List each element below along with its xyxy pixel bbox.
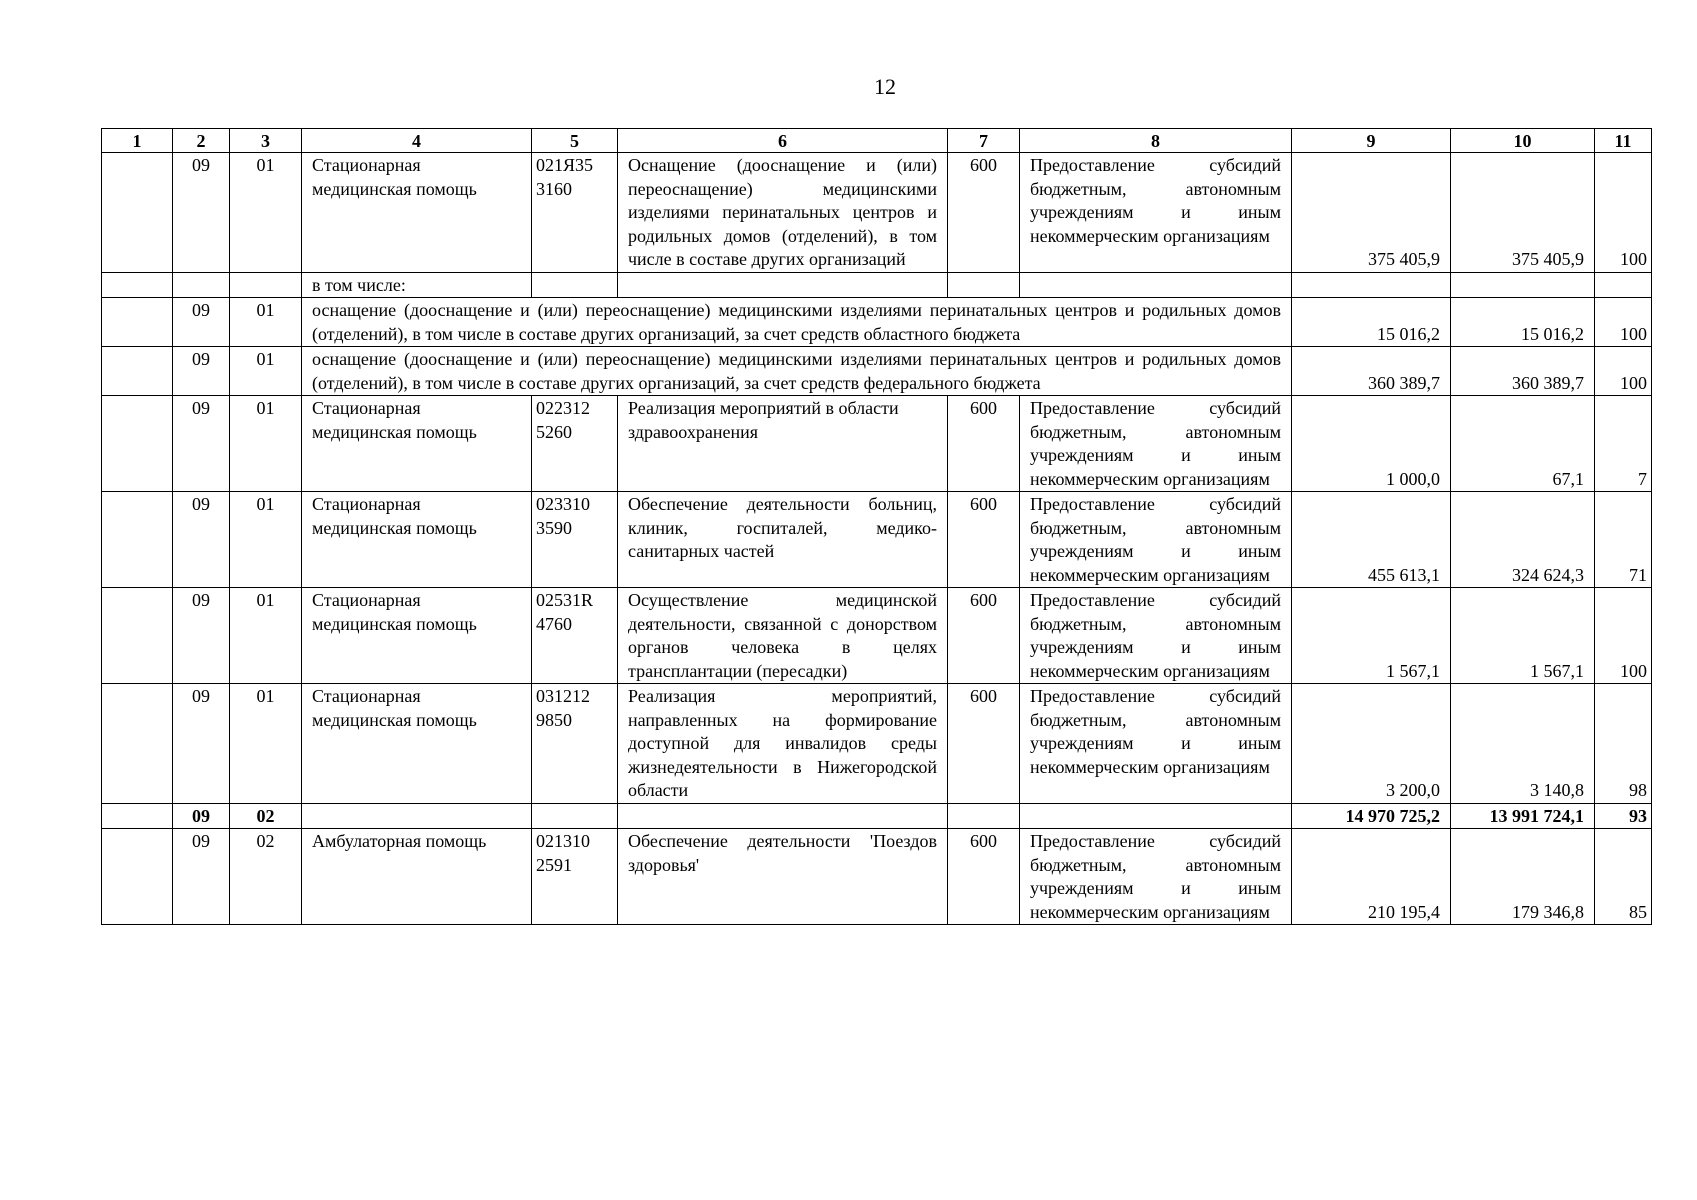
planned-amount: 1 000,0 bbox=[1292, 396, 1451, 492]
planned-amount: 1 567,1 bbox=[1292, 588, 1451, 684]
expense-type-name: Предоставление субсидий бюджетным, автономным учреждениям и иным некоммерческим организациям bbox=[1020, 396, 1292, 492]
section-code: 09 bbox=[173, 829, 230, 925]
col-header-6: 6 bbox=[618, 129, 948, 153]
subsection-code: 01 bbox=[230, 684, 302, 804]
execution-percent: 85 bbox=[1595, 829, 1652, 925]
budget-table bbox=[101, 128, 1652, 925]
actual-amount: 324 624,3 bbox=[1451, 492, 1595, 588]
execution-percent: 100 bbox=[1595, 347, 1652, 396]
execution-percent: 7 bbox=[1595, 396, 1652, 492]
subsection-code: 01 bbox=[230, 588, 302, 684]
target-code: 022312 5260 bbox=[532, 396, 618, 492]
subtotal-row bbox=[102, 803, 1652, 829]
execution-percent: 98 bbox=[1595, 684, 1652, 804]
col-header-2: 2 bbox=[173, 129, 230, 153]
subsection-name: Стационарная медицинская помощь bbox=[302, 396, 532, 492]
target-code: 031212 9850 bbox=[532, 684, 618, 804]
table-row bbox=[102, 588, 1652, 684]
expense-type-code: 600 bbox=[948, 588, 1020, 684]
expense-type-code: 600 bbox=[948, 153, 1020, 273]
execution-percent: 100 bbox=[1595, 588, 1652, 684]
subsection-code: 01 bbox=[230, 298, 302, 347]
expense-type-name: Предоставление субсидий бюджетным, автономным учреждениям и иным некоммерческим организациям bbox=[1020, 829, 1292, 925]
col-header-3: 3 bbox=[230, 129, 302, 153]
actual-amount: 360 389,7 bbox=[1451, 347, 1595, 396]
sub-item-description: оснащение (дооснащение и (или) переоснащение) медицинскими изделиями перинатальных центров и родильных домов (отделений), в том числе в составе других организаций, за счет средств федерального бюджета bbox=[302, 347, 1292, 396]
section-code: 09 bbox=[173, 492, 230, 588]
execution-percent: 100 bbox=[1595, 298, 1652, 347]
target-name: Оснащение (дооснащение и (или) переоснащение) медицинскими изделиями перинатальных центров и родильных домов (отделений), в том числе в составе других организаций bbox=[618, 153, 948, 273]
section-code: 09 bbox=[173, 298, 230, 347]
planned-amount: 15 016,2 bbox=[1292, 298, 1451, 347]
actual-amount: 3 140,8 bbox=[1451, 684, 1595, 804]
col-header-4: 4 bbox=[302, 129, 532, 153]
subsection-name: Стационарная медицинская помощь bbox=[302, 684, 532, 804]
table-row bbox=[102, 298, 1652, 347]
target-name: Реализация мероприятий в области здравоохранения bbox=[618, 396, 948, 492]
subsection-code: 01 bbox=[230, 347, 302, 396]
expense-type-name: Предоставление субсидий бюджетным, автономным учреждениям и иным некоммерческим организациям bbox=[1020, 492, 1292, 588]
target-code: 023310 3590 bbox=[532, 492, 618, 588]
table-row bbox=[102, 492, 1652, 588]
actual-amount: 179 346,8 bbox=[1451, 829, 1595, 925]
subsection-name: Стационарная медицинская помощь bbox=[302, 588, 532, 684]
subsection-name: Стационарная медицинская помощь bbox=[302, 153, 532, 273]
table-row bbox=[102, 684, 1652, 804]
subsection-code: 02 bbox=[230, 803, 302, 829]
expense-type-code: 600 bbox=[948, 684, 1020, 804]
col-header-11: 11 bbox=[1595, 129, 1652, 153]
page-number: 12 bbox=[874, 74, 896, 99]
col-header-1: 1 bbox=[102, 129, 173, 153]
table-row bbox=[102, 347, 1652, 396]
col-header-8: 8 bbox=[1020, 129, 1292, 153]
section-code: 09 bbox=[173, 588, 230, 684]
subsection-code: 01 bbox=[230, 153, 302, 273]
target-name: Обеспечение деятельности 'Поездов здоровья' bbox=[618, 829, 948, 925]
subsection-code: 01 bbox=[230, 396, 302, 492]
col-header-5: 5 bbox=[532, 129, 618, 153]
table-row bbox=[102, 396, 1652, 492]
header-row bbox=[102, 129, 1652, 153]
subsection-name: Амбулаторная помощь bbox=[302, 829, 532, 925]
actual-amount: 15 016,2 bbox=[1451, 298, 1595, 347]
section-code: 09 bbox=[173, 684, 230, 804]
planned-amount: 455 613,1 bbox=[1292, 492, 1451, 588]
col-header-10: 10 bbox=[1451, 129, 1595, 153]
expense-type-code: 600 bbox=[948, 829, 1020, 925]
section-code: 09 bbox=[173, 153, 230, 273]
target-code: 02531R 4760 bbox=[532, 588, 618, 684]
target-name: Обеспечение деятельности больниц, клиник, госпиталей, медико-санитарных частей bbox=[618, 492, 948, 588]
section-code: 09 bbox=[173, 396, 230, 492]
planned-amount: 3 200,0 bbox=[1292, 684, 1451, 804]
planned-amount: 210 195,4 bbox=[1292, 829, 1451, 925]
table-row bbox=[102, 829, 1652, 925]
sub-item-description: оснащение (дооснащение и (или) переоснащение) медицинскими изделиями перинатальных центров и родильных домов (отделений), в том числе в составе других организаций, за счет средств областного бюджета bbox=[302, 298, 1292, 347]
target-name: Осуществление медицинской деятельности, связанной с донорством органов человека в целях трансплантации (пересадки) bbox=[618, 588, 948, 684]
expense-type-name: Предоставление субсидий бюджетным, автономным учреждениям и иным некоммерческим организациям bbox=[1020, 684, 1292, 804]
expense-type-code: 600 bbox=[948, 396, 1020, 492]
execution-percent: 100 bbox=[1595, 153, 1652, 273]
subsection-code: 02 bbox=[230, 829, 302, 925]
col-header-9: 9 bbox=[1292, 129, 1451, 153]
section-code: 09 bbox=[173, 803, 230, 829]
col-header-7: 7 bbox=[948, 129, 1020, 153]
planned-amount: 14 970 725,2 bbox=[1292, 803, 1451, 829]
table-row bbox=[102, 272, 1652, 298]
actual-amount: 13 991 724,1 bbox=[1451, 803, 1595, 829]
actual-amount: 375 405,9 bbox=[1451, 153, 1595, 273]
actual-amount: 67,1 bbox=[1451, 396, 1595, 492]
target-code: 021Я35 3160 bbox=[532, 153, 618, 273]
planned-amount: 360 389,7 bbox=[1292, 347, 1451, 396]
target-code: 021310 2591 bbox=[532, 829, 618, 925]
subsection-name: Стационарная медицинская помощь bbox=[302, 492, 532, 588]
table-row bbox=[102, 153, 1652, 273]
execution-percent: 93 bbox=[1595, 803, 1652, 829]
section-code: 09 bbox=[173, 347, 230, 396]
including-label: в том числе: bbox=[302, 272, 532, 298]
expense-type-code: 600 bbox=[948, 492, 1020, 588]
actual-amount: 1 567,1 bbox=[1451, 588, 1595, 684]
planned-amount: 375 405,9 bbox=[1292, 153, 1451, 273]
subsection-code: 01 bbox=[230, 492, 302, 588]
expense-type-name: Предоставление субсидий бюджетным, автономным учреждениям и иным некоммерческим организациям bbox=[1020, 588, 1292, 684]
target-name: Реализация мероприятий, направленных на формирование доступной для инвалидов среды жизнедеятельности в Нижегородской области bbox=[618, 684, 948, 804]
execution-percent: 71 bbox=[1595, 492, 1652, 588]
expense-type-name: Предоставление субсидий бюджетным, автономным учреждениям и иным некоммерческим организациям bbox=[1020, 153, 1292, 273]
